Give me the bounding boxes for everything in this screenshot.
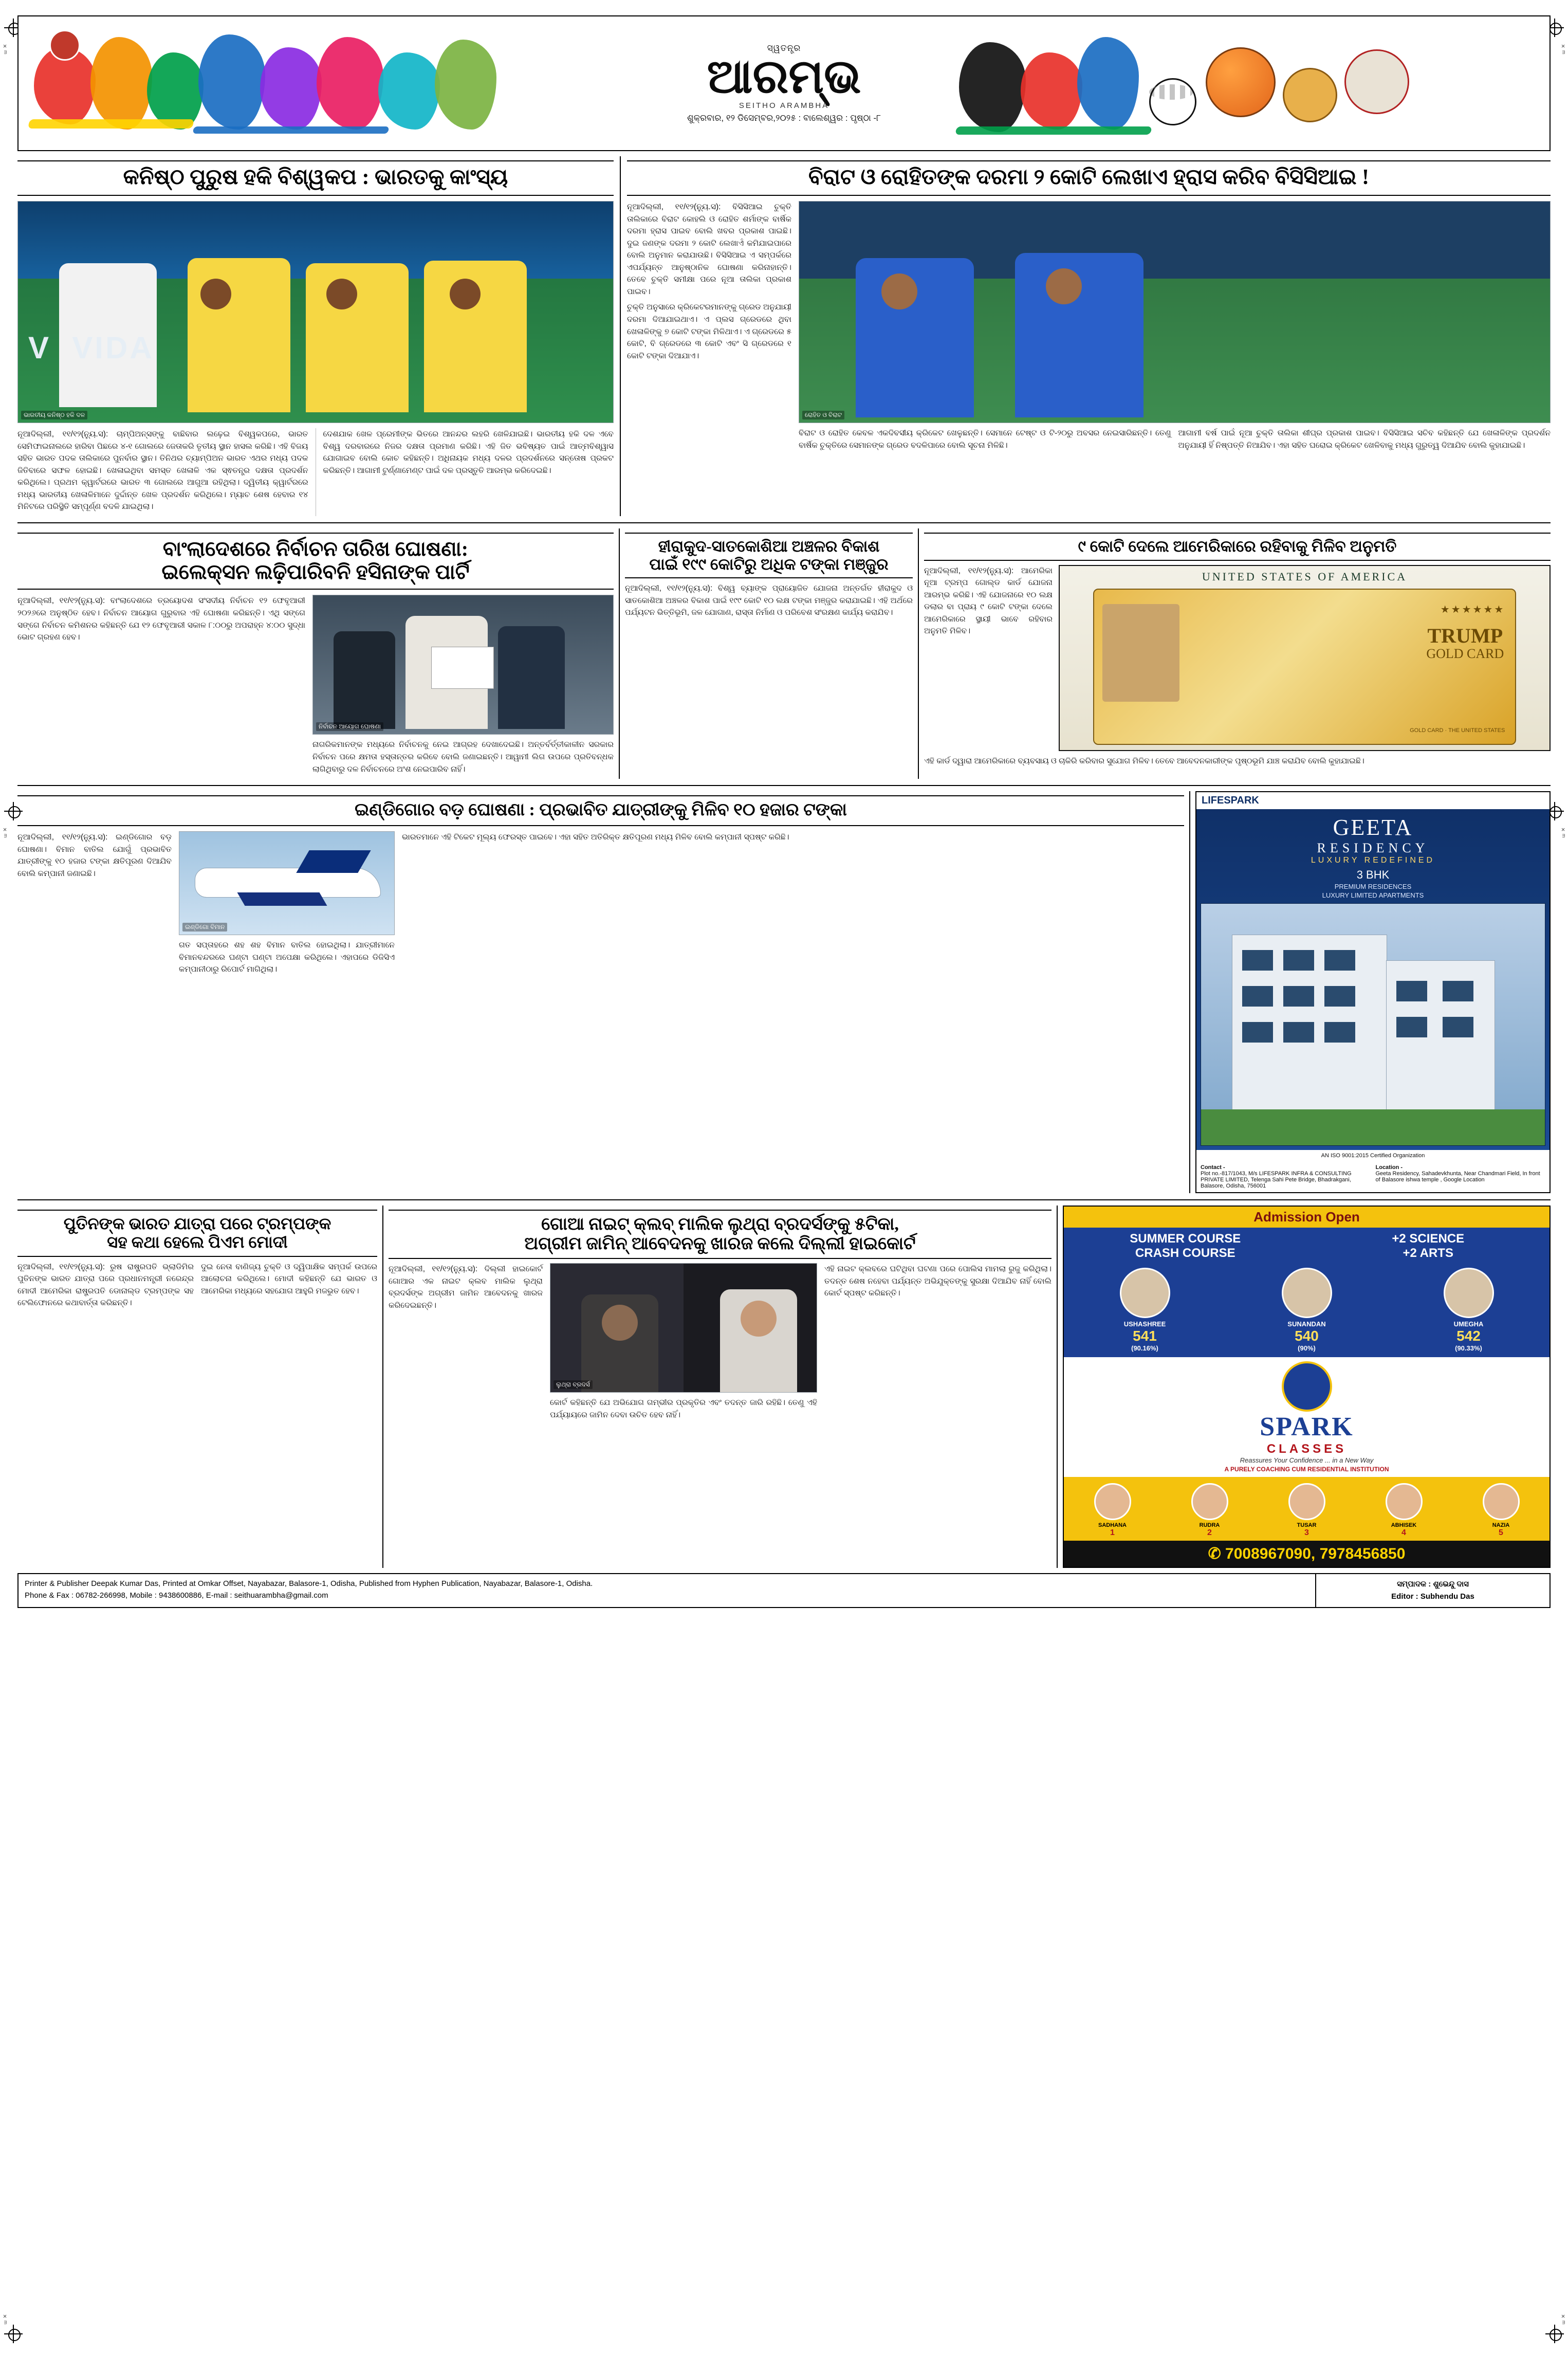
spark-logo: SPARK bbox=[1260, 1412, 1354, 1442]
section-indigo bbox=[17, 791, 1551, 1193]
goa-col-1: ନୂଆଦିଲ୍ଲୀ, ୧୧/୧୨(ନ୍ୟୁ.ସ): ଦିଲ୍ଲୀ ହାଇକୋର୍ଟ ଗୋଆର ଏକ ନାଇଟ କ୍ଲବ ମାଲିକ ଲୁଥ୍ରା ବ୍ରଦର୍ସଙ୍କ ଅଗ୍ରୀମ ଜାମିନ ଆବେଦନକୁ ଖାରଜ କରିଦେଇଛନ୍ତି। bbox=[389, 1265, 543, 1310]
usa-card-title: UNITED STATES OF AMERICA bbox=[1202, 570, 1408, 583]
masthead-art-right bbox=[944, 16, 1550, 150]
faculty-1 bbox=[1064, 1480, 1161, 1538]
faculty-rank: 3 bbox=[1304, 1528, 1309, 1538]
avatar bbox=[1120, 1268, 1170, 1318]
geeta-iso: AN ISO 9001:2015 Certified Organization bbox=[1196, 1150, 1549, 1161]
story-indigo bbox=[17, 791, 1184, 1193]
bangladesh-photo bbox=[312, 595, 614, 735]
usa-headline: ୯ କୋଟି ଦେଲେ ଆମେରିକାରେ ରହିବାକୁ ମିଳିବ ଅନୁମତି bbox=[1078, 537, 1397, 555]
modi-headline-1: ପୁତିନଙ୍କ ଭାରତ ଯାତ୍ରା ପରେ ଟ୍ରମ୍ପଙ୍କ bbox=[63, 1214, 331, 1233]
masthead-small-top: ସ୍ୱତନ୍ତ୍ର bbox=[767, 43, 801, 53]
indigo-headline: ଇଣ୍ଡିଗୋର ବଡ଼ ଘୋଷଣା : ପ୍ରଭାବିତ ଯାତ୍ରୀଙ୍କୁ ମିଳିବ ୧୦ ହଜାର ଟଙ୍କା bbox=[355, 800, 847, 820]
bcci-col-1: ନୂଆଦିଲ୍ଲୀ, ୧୧/୧୨(ନ୍ୟୁ.ସ): ବିସିସିଆଇ ଚୁକ୍ତି ତାଲିକାରେ ବିରାଟ କୋହଲି ଓ ରୋହିତ ଶର୍ମାଙ୍କ ବାର୍ଷିକ ଦରମା ହ୍ରାସ ପାଇବ ବୋଲି ଖବର ପ୍ରକାଶ ପାଇଛି। ଦୁଇ ଜଣଙ୍କ ଦରମା ୨ କୋଟି ଲେଖାଏଁ କମିଯାଇପାରେ ବୋଲି ଅନୁମାନ କରାଯାଉଛି। ବିସିସିଆଇ ଏ ସମ୍ପର୍କରେ ଏପର୍ଯ୍ୟନ୍ତ ଆନୁଷ୍ଠାନିକ ଘୋଷଣା କରିନାହାନ୍ତି। ତେବେ ଚୁକ୍ତି ସମୀକ୍ଷା ପରେ ନୂଆ ତାଲିକା ପ୍ରକାଶ ପାଇବ। ଚୁକ୍ତି ଅନୁସାରେ କ୍ରିକେଟରମାନଙ୍କୁ ଗ୍ରେଡ ଅନୁଯାୟୀ ଦରମା ଦିଆଯାଇଥାଏ। ଏ ପ୍ଲସ ଗ୍ରେଡରେ ଥିବା ଖେଳାଳିଙ୍କୁ ୭ କୋଟି ଟଙ୍କା ମିଳିଥାଏ। ଏ ଗ୍ରେଡରେ ୫ କୋଟି, ବି ଗ୍ରେଡରେ ୩ କୋଟି ଏବଂ ସି ଗ୍ରେଡରେ ୧ କୋଟି ଟଙ୍କା ଦିଆଯାଏ। bbox=[627, 203, 791, 360]
bangladesh-photo-caption: ନିର୍ବାଚନ ଆୟୋଗ ଘୋଷଣା bbox=[316, 722, 383, 731]
bangladesh-col-1: ନୂଆଦିଲ୍ଲୀ, ୧୧/୧୨(ନ୍ୟୁ.ସ): ବାଂଲାଦେଶରେ ତ୍ରୟୋଦଶ ସଂସଦୀୟ ନିର୍ବାଚନ ୧୨ ଫେବୃଆରୀ ୨୦୨୬ରେ ଅନୁଷ୍ଠିତ ହେବ। ନିର୍ବାଚନ ଆୟୋଗ ଗୁରୁବାର ଏହି ଘୋଷଣା କରିଛନ୍ତି। ଏଥି ସଙ୍ଗେ ସଙ୍ଗେ ନିର୍ବାଚନ କମିଶନର କହିଛନ୍ତି ଯେ ୧୨ ଫେବୃଆରୀ ସକାଳ ୮:୦୦ରୁ ଅପରାହ୍ନ ୪:୦୦ ସୁଦ୍ଧା ଭୋଟ ଗ୍ରହଣ ହେବ। bbox=[17, 596, 305, 642]
bangladesh-headline-2: ଇଲେକ୍ସନ ଲଢ଼ିପାରିବନି ହସିନାଙ୍କ ପାର୍ଟି bbox=[161, 560, 470, 583]
trump-gold-card bbox=[1093, 589, 1517, 745]
hirakud-col-1: ନୂଆଦିଲ୍ଲୀ, ୧୧/୧୨(ନ୍ୟୁ.ସ): ବିଶ୍ୱ ବ୍ୟାଙ୍କ ପ୍ରାୟୋଜିତ ଯୋଜନା ଅନ୍ତର୍ଗତ ହୀରାକୁଦ ଓ ସାତକୋଶିଆ ଅଞ୍ଚଳର ବିକାଶ ପାଇଁ ୧୯୯ କୋଟି ୧୦ ଲକ୍ଷ ଟଙ୍କା ମଞ୍ଜୁର କରାଯାଇଛି। ଏହି ଅର୍ଥରେ ପର୍ଯ୍ୟଟନ ଭିତ୍ତିଭୂମି, ଜଳ ଯୋଗାଣ, ରାସ୍ତା ନିର୍ମାଣ ଓ ପରିବେଶ ସଂରକ୍ଷଣ କାର୍ଯ୍ୟ କରାଯିବ। bbox=[625, 584, 913, 617]
avatar bbox=[1094, 1483, 1131, 1520]
hockey-photo: V VIDA ଭାରତୀୟ କନିଷ୍ଠ ହକି ଦଳ bbox=[17, 201, 614, 423]
usa-col-2: ଏହି କାର୍ଡ ଦ୍ୱାରା ଆମେରିକାରେ ବ୍ୟବସାୟ ଓ ଚାକିରି କରିବାର ସୁଯୋଗ ମିଳିବ। ତେବେ ଆବେଦନକାରୀଙ୍କ ପୃଷ୍ଠଭୂମି ଯାଞ୍ଚ କରାଯିବ ବୋଲି କୁହାଯାଇଛି। bbox=[924, 756, 1364, 765]
masthead-dateline: ଶୁକ୍ରବାର, ୧୨ ଡିସେମ୍ବର,୨୦୨୫ : ବାଲେଶ୍ୱର : ପୃଷ୍ଠା -୮ bbox=[687, 113, 881, 123]
masthead bbox=[17, 15, 1551, 151]
section-middle bbox=[17, 528, 1551, 779]
goa-col-3: ଏହି ନାଇଟ କ୍ଲବରେ ଘଟିଥିବା ଘଟଣା ପରେ ପୋଲିସ ମାମଲା ରୁଜୁ କରିଥିଲା। ତଦନ୍ତ ଶେଷ ନହେବା ପର୍ଯ୍ୟନ୍ତ ଅଭିଯୁକ୍ତଙ୍କୁ ସୁରକ୍ଷା ଦିଆଯିବ ନାହିଁ ବୋଲି କୋର୍ଟ ସ୍ପଷ୍ଟ କରିଛନ୍ତି। bbox=[824, 1265, 1052, 1298]
faculty-rank: 5 bbox=[1499, 1528, 1503, 1538]
editor-odia: ସମ୍ପାଦକ : ଶୁଭେନ୍ଦୁ ଦାସ bbox=[1397, 1580, 1469, 1589]
hockey-col-1: ନୂଆଦିଲ୍ଲୀ, ୧୧/୧୨(ନ୍ୟୁ.ସ): ଚାମ୍ପିଅନ୍ସଙ୍କୁ ବାଛିବାର ଲଢ଼େଇ ବିଶ୍ୱକପରେ, ଭାରତ ସେମିଫାଇନାଲରେ ହାରିବା ପିଛରେ ୪-୧ ଗୋଲରେ ଜେତାକରି ତୃତୀୟ ସ୍ଥାନ ହାସଲ କରିଛି। ଏହି ବିଜୟ ସହିତ ଭାରତ ପଦକ ତାଲିକାରେ ପୁନର୍ବାର ସ୍ଥାନ। ତିନିଥର ଚ୍ୟାମ୍ପିଅନ ଭାରତ ଏଥର ମଧ୍ୟ ପଦକ ଜିତିବାରେ ସଫଳ ହୋଇଛି। ଖେଳାଇଥିବା ସମସ୍ତ ଖେଳାଳି ଏକ ସ୍ଵତନ୍ତ୍ର ଦକ୍ଷତା ପ୍ରଦର୍ଶନ କରିଥିଲେ। ପ୍ରଥମ କ୍ୱାର୍ଟରରେ ଭାରତ ୩ ଗୋଲରେ ଆଗୁଆ ରହିଥିଲା। ଦ୍ୱିତୀୟ କ୍ୱାର୍ଟରରେ ମଧ୍ୟ ଭାରତୀୟ ଖେଳାଳିମାନେ ଦୁର୍ଦ୍ଦାନ୍ତ ଖେଳ ପ୍ରଦର୍ଶନ କରିଥିଲେ। ମ୍ୟାଚ ଶେଷ ହେବାର ୧୪ ମିନିଟରେ ପରିସ୍ଥିତି ସମ୍ପୂର୍ଣ୍ଣ ବଦଳି ଯାଇଥିଲା। bbox=[17, 430, 308, 512]
spark-faculty bbox=[1064, 1477, 1549, 1541]
footer-line-2: Phone & Fax : 06782-266998, Mobile : 9438600886, E-mail : seithuarambha@gmail.com bbox=[25, 1591, 328, 1600]
topper-score: 541 bbox=[1133, 1328, 1157, 1344]
avatar bbox=[1288, 1483, 1325, 1520]
hirakud-headline-2: ପାଇଁ ୧୯୯ କୋଟିରୁ ଅଧିକ ଟଙ୍କା ମଞ୍ଜୁର bbox=[649, 555, 889, 573]
topper-score: 542 bbox=[1456, 1328, 1481, 1344]
topper-pct: (90.16%) bbox=[1131, 1344, 1158, 1353]
faculty-rank: 2 bbox=[1207, 1528, 1212, 1538]
story-bangladesh bbox=[17, 528, 614, 779]
topper-pct: (90%) bbox=[1298, 1344, 1316, 1353]
phone-number: 7008967090, 7978456850 bbox=[1225, 1545, 1406, 1563]
spark-seal-icon bbox=[1064, 1361, 1549, 1412]
topper-1 bbox=[1064, 1265, 1226, 1352]
card-brand-2: GOLD CARD bbox=[1426, 646, 1504, 661]
faculty-rank: 1 bbox=[1110, 1528, 1115, 1538]
geeta-contact-bar bbox=[1196, 1161, 1549, 1192]
story-bcci bbox=[627, 156, 1551, 516]
story-goa bbox=[389, 1206, 1052, 1568]
indigo-col-3: ଭାରତମାନେ ଏହି ଟିକେଟ ମୂଲ୍ୟ ଫେରସ୍ତ ପାଇବେ। ଏହା ସହିତ ଅତିରିକ୍ତ କ୍ଷତିପୂରଣ ମଧ୍ୟ ମିଳିବ ବୋଲି କମ୍ପାନୀ ସ୍ପଷ୍ଟ କରିଛି। bbox=[402, 833, 789, 842]
bcci-headline: ବିରାଟ ଓ ରୋହିତଙ୍କ ଦରମା ୨ କୋଟି ଲେଖାଏ ହ୍ରାସ କରିବ ବିସିସିଆଇ ! bbox=[808, 166, 1370, 189]
faculty-name: RUDRA bbox=[1199, 1522, 1220, 1529]
bangladesh-headline-1: ବାଂଲାଦେଶରେ ନିର୍ବାଚନ ତାରିଖ ଘୋଷଣା: bbox=[162, 537, 469, 560]
contact-text: Plot no.-817/1043, M/s LIFESPARK INFRA & CONSULTING PRIVATE LIMITED, Telenga Sahi Pete Bridge, Bhadrakgani, Balasore, Odisha, 756001 bbox=[1201, 1171, 1352, 1190]
topper-pct: (90.33%) bbox=[1455, 1344, 1482, 1353]
registration-marks: ×ᵐ ×ᵐ ×ᵐ ×ᵐ ×ᵐ ×ᵐ bbox=[0, 0, 1568, 2374]
masthead-title-block bbox=[625, 16, 944, 150]
course-right-1: +2 SCIENCE bbox=[1392, 1232, 1465, 1246]
contact-label: Contact - bbox=[1201, 1164, 1225, 1171]
ad-spark-classes[interactable] bbox=[1063, 1206, 1551, 1568]
goa-headline-2: ଅଗ୍ରୀମ ଜାମିନ୍ ଆବେଦନକୁ ଖାରଜ କଲେ ଦିଲ୍ଲୀ ହାଇକୋର୍ଟ bbox=[524, 1234, 916, 1254]
faculty-3 bbox=[1258, 1480, 1355, 1538]
modi-col-2: ଦୁଇ ନେତା ବାଣିଜ୍ୟ ଚୁକ୍ତି ଓ ଦ୍ୱିପାକ୍ଷିକ ସମ୍ପର୍କ ଉପରେ ଆଲୋଚନା କରିଥିଲେ। ମୋଦୀ କହିଛନ୍ତି ଯେ ଭାରତ ଓ ଆମେରିକା ମଧ୍ୟରେ ସହଯୋଗ ଆହୁରି ମଜଭୁତ ହେବ। bbox=[201, 1262, 377, 1295]
faculty-name: SADHANA bbox=[1098, 1522, 1127, 1529]
topper-3 bbox=[1388, 1265, 1549, 1352]
geeta-sub: LUXURY REDEFINED bbox=[1311, 856, 1435, 865]
avatar bbox=[1386, 1483, 1423, 1520]
geeta-bhk: 3 BHK bbox=[1356, 868, 1390, 882]
avatar bbox=[1282, 1268, 1332, 1318]
location-label: Location - bbox=[1375, 1164, 1403, 1171]
bcci-photo-caption: ରୋହିତ ଓ ବିରାଟ bbox=[802, 411, 844, 419]
stars-icon: ★★★★★★ bbox=[1440, 604, 1505, 615]
hockey-col-2: ଦେଶଯାକ ଖେଳ ପ୍ରେମୀଙ୍କ ଭିତରେ ଆନନ୍ଦର ଲହରି ଖେଳିଯାଇଛି। ଭାରତୀୟ ହକି ଦଳ ଏବେ ବିଶ୍ୱ ଦରବାରରେ ନିଜର ଦକ୍ଷତା ପ୍ରମାଣ କରିଛି। ଏହି ଜିତ ଭବିଷ୍ୟତ ପାଇଁ ଆତ୍ମବିଶ୍ୱାସ ଯୋଗାଇବ ବୋଲି କୋଚ କହିଛନ୍ତି। ଅଧିନାୟକ ମଧ୍ୟ ଦଳର ପ୍ରଦର୍ଶନରେ ସନ୍ତୋଷ ପ୍ରକଟ କରିଛନ୍ତି। ଆଗାମୀ ଟୁର୍ଣ୍ଣାମେଣ୍ଟ ପାଇଁ ଦଳ ପ୍ରସ୍ତୁତି ଆରମ୍ଭ କରିଦେଇଛି। bbox=[323, 430, 614, 475]
building-illustration bbox=[1201, 903, 1545, 1146]
portrait bbox=[1102, 604, 1179, 702]
spark-toppers bbox=[1064, 1265, 1549, 1357]
topper-name: UMEGHA bbox=[1453, 1320, 1484, 1328]
faculty-5 bbox=[1452, 1480, 1549, 1538]
spark-courses bbox=[1064, 1228, 1549, 1265]
goa-photo bbox=[550, 1263, 817, 1393]
masthead-title: ଆରମ୍ଭ bbox=[707, 50, 861, 103]
topper-name: USHASHREE bbox=[1123, 1320, 1166, 1328]
bangladesh-col-2: ନାଗରିକମାନଙ୍କ ମଧ୍ୟରେ ନିର୍ବାଚନକୁ ନେଇ ଆଗ୍ରହ ଦେଖାଦେଇଛି। ଅନ୍ତର୍ବର୍ତ୍ତୀକାଳୀନ ସରକାର ନିର୍ବାଚନ ପରେ କ୍ଷମତା ହସ୍ତାନ୍ତର କରିବେ ବୋଲି ଜଣାଇଛନ୍ତି। ଆୱାମୀ ଲିଗ ଉପରେ ପ୍ରତିବନ୍ଧକ ଲାଗିଥିବାରୁ ଦଳ ନିର୍ବାଚନରେ ଅଂଶ ନେଇପାରିବ ନାହିଁ। bbox=[312, 740, 614, 774]
section-bottom bbox=[17, 1206, 1551, 1568]
bcci-col-3: ବିରାଟ ଓ ରୋହିତ କେବଳ ଏକଦିବସୀୟ କ୍ରିକେଟ ଖେଳୁଛନ୍ତି। ସେମାନେ ଟେଷ୍ଟ ଓ ଟି-୨୦ରୁ ଅବସର ନେଇସାରିଛନ୍ତି। ତେଣୁ ବାର୍ଷିକ ଚୁକ୍ତିରେ ସେମାନଙ୍କ ଗ୍ରେଡ ବଦଳିପାରେ ବୋଲି ସୂଚନା ମିଳିଛି। bbox=[799, 429, 1171, 450]
card-fine-print: GOLD CARD · THE UNITED STATES bbox=[1410, 727, 1505, 734]
faculty-name: ABHISEK bbox=[1391, 1522, 1417, 1529]
hockey-photo-caption: ଭାରତୀୟ କନିଷ୍ଠ ହକି ଦଳ bbox=[21, 411, 87, 419]
page-footer bbox=[17, 1573, 1551, 1608]
usa-col-1: ନୂଆଦିଲ୍ଲୀ, ୧୧/୧୨(ନ୍ୟୁ.ସ): ଆମେରିକା ନୂଆ ଟ୍ରମ୍ପ ଗୋଲ୍ଡ କାର୍ଡ ଯୋଜନା ଆରମ୍ଭ କରିଛି। ଏହି ଯୋଜନାରେ ୧୦ ଲକ୍ଷ ଡଲାର ବା ପ୍ରାୟ ୯ କୋଟି ଟଙ୍କା ଦେଲେ ଆମେରିକାରେ ସ୍ଥାୟୀ ଭାବେ ରହିବାର ଅନୁମତି ମିଳିବ। bbox=[924, 566, 1053, 636]
course-left-2: CRASH COURSE bbox=[1135, 1246, 1235, 1261]
spark-tagline: Reassures Your Confidence ... in a New Way bbox=[1240, 1456, 1374, 1465]
phone-icon: ✆ bbox=[1208, 1545, 1221, 1563]
spark-logo-sub: CLASSES bbox=[1266, 1442, 1347, 1456]
faculty-name: TUSAR bbox=[1297, 1522, 1317, 1529]
avatar bbox=[1191, 1483, 1228, 1520]
story-usa-gold bbox=[924, 528, 1551, 779]
usa-gold-card-image bbox=[1059, 565, 1551, 751]
hockey-headline: କନିଷ୍ଠ ପୁରୁଷ ହକି ବିଶ୍ୱକପ : ଭାରତକୁ କାଂସ୍ୟ bbox=[123, 166, 508, 189]
course-left-1: SUMMER COURSE bbox=[1130, 1232, 1241, 1246]
spark-admission-open: Admission Open bbox=[1064, 1207, 1549, 1228]
modi-headline-2: ସହ କଥା ହେଲେ ପିଏମ ମୋଦୀ bbox=[107, 1232, 288, 1251]
faculty-rank: 4 bbox=[1401, 1528, 1406, 1538]
geeta-limited: LUXURY LIMITED APARTMENTS bbox=[1322, 891, 1424, 900]
bcci-photo bbox=[799, 201, 1551, 423]
topper-name: SUNANDAN bbox=[1287, 1320, 1326, 1328]
hirakud-headline-1: ହୀରାକୁଦ-ସାତକୋଶିଆ ଅଞ୍ଚଳର ବିକାଶ bbox=[658, 537, 880, 555]
location-text: Geeta Residency, Sahadevkhunta, Near Chandmari Field, In front of Balasore ishwa temple , Google Location bbox=[1375, 1171, 1540, 1183]
geeta-premium: PREMIUM RESIDENCES bbox=[1334, 883, 1412, 891]
story-hockey bbox=[17, 156, 614, 516]
faculty-4 bbox=[1355, 1480, 1452, 1538]
spark-institute: A PURELY COACHING CUM RESIDENTIAL INSTITUTION bbox=[1224, 1466, 1389, 1473]
geeta-title-2: RESIDENCY bbox=[1317, 841, 1429, 856]
indigo-photo bbox=[179, 831, 395, 935]
avatar bbox=[1483, 1483, 1520, 1520]
story-hirakud bbox=[625, 528, 913, 779]
section-top bbox=[17, 156, 1551, 516]
indigo-col-2: ଗତ ସପ୍ତାହରେ ଶହ ଶହ ବିମାନ ବାତିଲ ହୋଇଥିଲା। ଯାତ୍ରୀମାନେ ବିମାନବନ୍ଦରରେ ଘଣ୍ଟା ଘଣ୍ଟା ଅପେକ୍ଷା କରିଥିଲେ। ଏହାପରେ ଡିଜିସିଏ କମ୍ପାନୀଠାରୁ ରିପୋର୍ଟ ମାଗିଥିଲା। bbox=[179, 941, 395, 974]
indigo-col-1: ନୂଆଦିଲ୍ଲୀ, ୧୧/୧୨(ନ୍ୟୁ.ସ): ଇଣ୍ଡିଗୋର ବଡ଼ ଘୋଷଣା। ବିମାନ ବାତିଲ ଯୋଗୁଁ ପ୍ରଭାବିତ ଯାତ୍ରୀଙ୍କୁ ୧୦ ହଜାର ଟଙ୍କା କ୍ଷତିପୂରଣ ଦିଆଯିବ ବୋଲି କମ୍ପାନୀ ଜଣାଇଛି। bbox=[17, 833, 172, 878]
masthead-subtitle: SEITHO ARAMBHA bbox=[739, 101, 829, 111]
lifespark-brand: LIFESPARK bbox=[1196, 792, 1549, 809]
topper-score: 540 bbox=[1295, 1328, 1319, 1344]
goa-headline-1: ଗୋଆ ନାଇଟ୍ କ୍ଲବ୍ ମାଲିକ ଲୁଥ୍ରା ବ୍ରଦର୍ସଙ୍କୁ ୫ଟିକା, bbox=[541, 1215, 899, 1234]
geeta-title: GEETA bbox=[1333, 815, 1413, 841]
indigo-photo-caption: ଇଣ୍ଡିଗୋ ବିମାନ bbox=[182, 923, 227, 932]
bcci-col-4: ଆଗାମୀ ବର୍ଷ ପାଇଁ ନୂଆ ଚୁକ୍ତି ତାଲିକା ଶୀଘ୍ର ପ୍ରକାଶ ପାଇବ। ବିସିସିଆଇ ସଚିବ କହିଛନ୍ତି ଯେ ଖେଳାଳିଙ୍କ ପ୍ରଦର୍ଶନ ଅନୁଯାୟୀ ହିଁ ନିଷ୍ପତ୍ତି ନିଆଯିବ। ଏହା ସହିତ ଘରୋଇ କ୍ରିକେଟ ଖେଳିବାକୁ ମଧ୍ୟ ଗୁରୁତ୍ୱ ଦିଆଯିବ ବୋଲି କୁହାଯାଇଛି। bbox=[1178, 429, 1551, 450]
avatar bbox=[1444, 1268, 1494, 1318]
faculty-2 bbox=[1161, 1480, 1258, 1538]
spark-phone[interactable] bbox=[1064, 1541, 1549, 1567]
masthead-art-left bbox=[19, 16, 625, 150]
footer-line-1: Printer & Publisher Deepak Kumar Das, Printed at Omkar Offset, Nayabazar, Balasore-1, Odisha, Published from Hyphen Publication, Nayabazar, Balasore-1, Odisha. bbox=[25, 1579, 593, 1588]
faculty-name: NAZIA bbox=[1492, 1522, 1510, 1529]
modi-col-1: ନୂଆଦିଲ୍ଲୀ, ୧୧/୧୨(ନ୍ୟୁ.ସ): ରୁଷ ରାଷ୍ଟ୍ରପତି ଭ୍ଲାଡିମିର ପୁତିନଙ୍କ ଭାରତ ଯାତ୍ରା ପରେ ପ୍ରଧାନମନ୍ତ୍ରୀ ନରେନ୍ଦ୍ର ମୋଦୀ ଆମେରିକା ରାଷ୍ଟ୍ରପତି ଡୋନାଲ୍ଡ ଟ୍ରମ୍ପଙ୍କ ସହ ଟେଲିଫୋନରେ କଥାବାର୍ତ୍ତା କରିଛନ୍ତି। bbox=[17, 1262, 194, 1308]
goa-photo-caption: ଲୁଥ୍ରା ବ୍ରଦର୍ସ bbox=[554, 1380, 593, 1389]
goa-col-2: କୋର୍ଟ କହିଛନ୍ତି ଯେ ଅଭିଯୋଗ ଗମ୍ଭୀର ପ୍ରକୃତିର ଏବଂ ତଦନ୍ତ ଜାରି ରହିଛି। ତେଣୁ ଏହି ପର୍ଯ୍ୟାୟରେ ଜାମିନ ଦେବା ଉଚିତ ହେବ ନାହିଁ। bbox=[550, 1398, 817, 1419]
ad-geeta-residency[interactable] bbox=[1195, 791, 1551, 1193]
card-brand-1: TRUMP bbox=[1427, 624, 1503, 647]
story-modi bbox=[17, 1206, 377, 1568]
editor-english: Editor : Subhendu Das bbox=[1391, 1592, 1474, 1601]
course-right-2: +2 ARTS bbox=[1403, 1246, 1453, 1261]
topper-2 bbox=[1226, 1265, 1388, 1352]
